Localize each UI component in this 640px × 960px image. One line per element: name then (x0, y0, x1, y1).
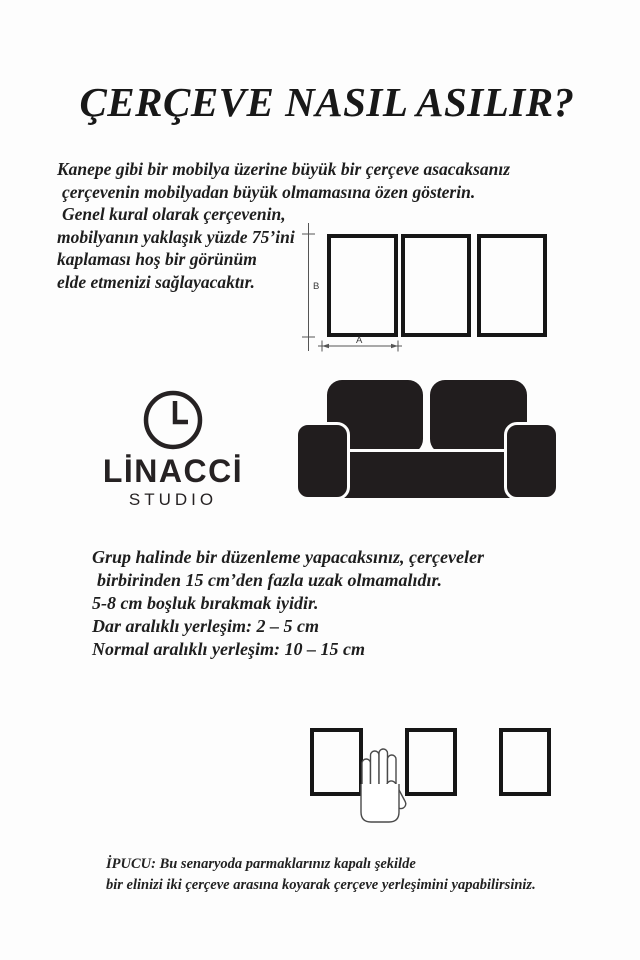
brand-logo (101, 388, 245, 510)
dimension-arrow (391, 344, 398, 348)
tip-line: bir elinizi iki çerçeve arasına koyarak çerçeve yerleşimini yapabilirsiniz. (106, 877, 536, 893)
spacing-line: Dar aralıklı yerleşim: 2 – 5 cm (92, 616, 319, 636)
tip-paragraph (106, 854, 536, 896)
frame-rect (403, 236, 469, 335)
brand-name: LİNACCİ (102, 453, 244, 489)
spacing-line: Normal aralıklı yerleşim: 10 – 15 cm (92, 639, 365, 659)
sofa-icon (295, 373, 561, 503)
dimension-arrow (322, 344, 329, 348)
width-dimension-label: A (356, 335, 363, 346)
hand-spacing-svg (300, 713, 560, 831)
intro-line: Kanepe gibi bir mobilya üzerine büyük bir çerçeve asacaksanız (57, 159, 511, 179)
height-dimension-label: B (313, 281, 320, 292)
frame-rect (501, 730, 549, 794)
frame-rect (329, 236, 396, 335)
spacing-line: Grup halinde bir düzenleme yapacaksınız, çerçeveler (92, 547, 484, 567)
frame-rect (407, 730, 455, 794)
intro-line: Genel kural olarak çerçevenin, (62, 204, 286, 224)
sofa-armrest (295, 422, 350, 500)
hand-spacing-diagram (300, 713, 560, 836)
spacing-line: birbirinden 15 cm’den fazla uzak olmamalıdır. (97, 570, 443, 590)
intro-line: mobilyanın yaklaşık yüzde 75’ini (57, 226, 295, 247)
frames-dimension-svg (300, 220, 558, 354)
sofa-seat (322, 449, 528, 501)
frame-rect (312, 730, 361, 794)
frames-dimension-diagram (300, 220, 558, 359)
intro-line: elde etmenizi sağlayacaktır. (57, 271, 255, 292)
sofa-armrest (504, 422, 559, 500)
hand-icon (361, 749, 407, 822)
clock-icon (141, 388, 205, 452)
tip-line: İPUCU: Bu senaryoda parmaklarınız kapalı şekilde (106, 856, 416, 872)
spacing-rules-paragraph (92, 546, 484, 661)
spacing-line: 5-8 cm boşluk bırakmak iyidir. (92, 593, 319, 613)
frame-rect (479, 236, 545, 335)
brand-subtitle: STUDIO (128, 489, 218, 509)
intro-line: kaplaması hoş bir görünüm (57, 249, 257, 269)
intro-line: çerçevenin mobilyadan büyük olmamasına özen gösterin. (62, 181, 476, 202)
page-title: ÇERÇEVE NASIL ASILIR? (79, 79, 575, 125)
